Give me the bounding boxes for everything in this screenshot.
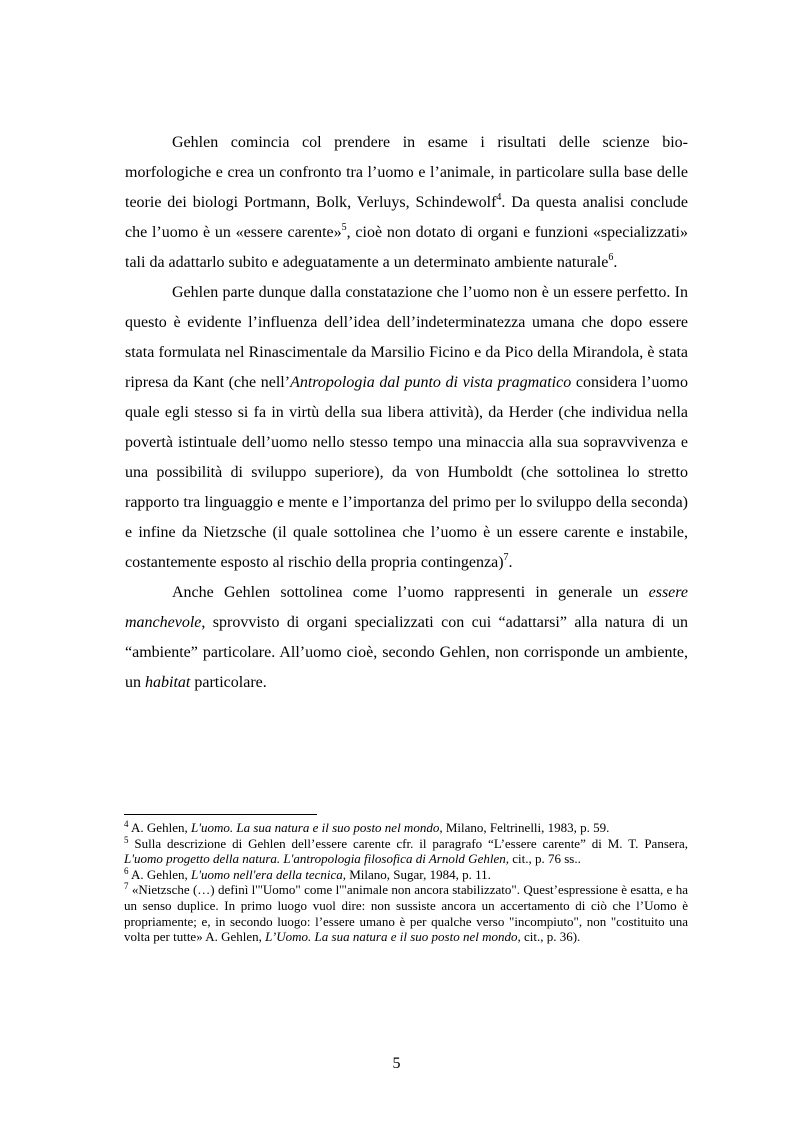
paragraph-text: . Da questa analisi conclude che l’uomo è un «essere carente» <box>125 194 689 241</box>
paragraph-text: Gehlen comincia col prendere in esame i risultati delle scienze bio-morfologiche e crea un confronto tra l’uomo e l’animale, in particolare sulla base delle teorie dei biologi Portmann, Bolk, Verluys, Schindewolf <box>125 134 688 211</box>
footnote-text: Milano, Feltrinelli, 1983, p. 59. <box>442 820 610 835</box>
paragraph-text: , cioè non dotato di organi e funzioni «specializzati» tali da adattarlo subito e adeguatamente a un determinato ambiente naturale <box>125 224 688 271</box>
footnote-text: A. Gehlen, <box>128 866 191 882</box>
footnote <box>124 836 688 867</box>
italic-term: essere manchevole <box>125 584 688 631</box>
footnote-separator <box>124 814 317 815</box>
footnote-number: 7 <box>124 881 129 892</box>
paragraph-text: . <box>508 554 513 571</box>
footnote-text: , cit., p. 36). <box>517 929 581 945</box>
footnote-text: «Nietzsche (…) definì l'"Uomo" come l'"animale non ancora stabilizzato". Quest’espressione è esatta, e ha un senso duplice. In primo luogo vuol dire: non sussiste ancora un accertamento di ciò che l’Uomo è propriamente; e, in secondo luogo: l’essere umano è per qualche verso "incompiuto", non "costituito una volta per tutte» A. Gehlen, <box>124 882 688 945</box>
page-number: 5 <box>392 1055 401 1072</box>
footnote-ref[interactable]: 5 <box>341 222 347 233</box>
paragraph-text: considera l’uomo quale egli stesso si fa in virtù della sua libera attività), da Herder (che individua nella povertà istintuale dell’uomo nello stesso tempo una minaccia alla sua sopravvivenza e una possibilità di sviluppo superiore), da von Humboldt (che sottolinea lo stretto rapporto tra linguaggio e mente e l’importanza del primo per lo sviluppo della seconda) e infine da Nietzsche (il quale sottolinea che l’uomo è un essere carente e instabile, costantemente esposto al rischio della propria contingenza) <box>125 374 688 571</box>
body-text <box>125 128 688 698</box>
footnote-ref[interactable]: 6 <box>608 252 614 263</box>
footnote-title: L'uomo nell'era della tecnica, <box>190 866 346 882</box>
paragraph-text: . <box>613 254 618 271</box>
paragraph-text: , sprovvisto di organi specializzati con cui “adattarsi” alla natura di un “ambiente” particolare. All’uomo cioè, secondo Gehlen, non corrisponde un ambiente, un <box>125 614 688 691</box>
footnote-title: L'uomo progetto della natura. L'antropologia filosofica di Arnold Gehlen, <box>124 851 509 867</box>
paragraph-text: Gehlen parte dunque dalla constatazione che l’uomo non è un essere perfetto. In questo è evidente l’influenza dell’idea dell’indeterminatezza umana che dopo essere stata formulata nel Rinascimentale da Marsilio Ficino e da Pico della Mirandola, è stata ripresa da Kant (che nell’ <box>125 284 688 391</box>
paragraph <box>125 128 688 278</box>
footnote-ref[interactable]: 7 <box>503 552 509 563</box>
footnote-title: L’Uomo. La sua natura e il suo posto nel mondo <box>265 929 518 945</box>
footnote <box>124 867 688 883</box>
italic-title: Antropologia dal punto di vista pragmatico <box>290 374 572 391</box>
italic-term: habitat <box>145 674 191 691</box>
paragraph <box>125 578 688 698</box>
paragraph-text: particolare. <box>190 674 267 691</box>
footnote-title: L'uomo. La sua natura e il suo posto nel mondo, <box>190 820 443 835</box>
footnote-number: 6 <box>124 865 129 876</box>
footnote-text: Milano, Sugar, 1984, p. 11. <box>346 866 491 882</box>
paragraph <box>125 278 688 578</box>
footnote <box>124 820 688 836</box>
footnote-number: 5 <box>124 834 129 845</box>
footnote-ref[interactable]: 4 <box>496 192 502 203</box>
footnote-text: cit., p. 76 ss.. <box>508 851 581 867</box>
footnote-text: A. Gehlen, <box>128 820 191 835</box>
footnotes <box>124 820 688 945</box>
footnote <box>124 882 688 944</box>
footnote-number: 4 <box>124 819 129 829</box>
footnote-text: Sulla descrizione di Gehlen dell’essere carente cfr. il paragrafo “L’essere carente” di M. T. Pansera, <box>128 835 688 851</box>
paragraph-text: Anche Gehlen sottolinea come l’uomo rappresenti in generale un <box>172 584 649 601</box>
